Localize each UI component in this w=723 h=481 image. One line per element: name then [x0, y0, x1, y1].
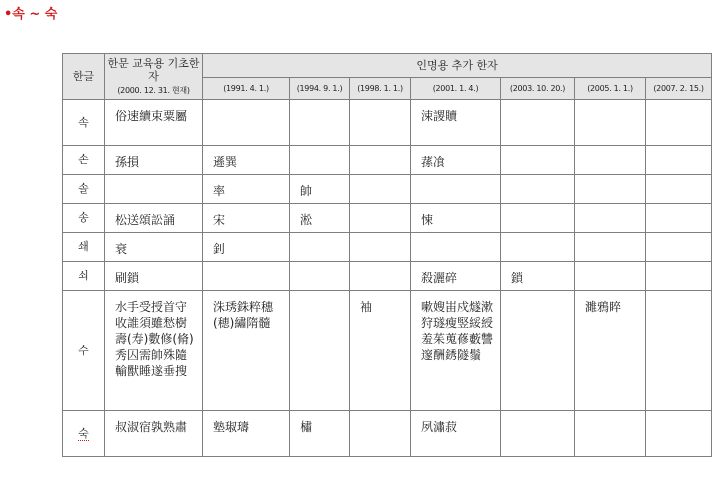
header-basic [105, 54, 203, 100]
table-row [63, 100, 712, 146]
hanja-cell [411, 175, 501, 204]
header-date: (2005. 1. 1.) [575, 78, 646, 100]
syllable-cell: 속 [63, 100, 105, 146]
hanja-cell [575, 175, 646, 204]
header-date: (2003. 10. 20.) [501, 78, 575, 100]
hanja-cell: 濉鴉睟 [575, 291, 646, 411]
hanja-cell [501, 100, 575, 146]
hanja-cell: 洙琇銖粹穗(穂)繡隋髓 [203, 291, 290, 411]
hanja-cell [575, 262, 646, 291]
hanja-cell: 袖 [350, 291, 411, 411]
table-row [63, 204, 712, 233]
hanja-cell [411, 233, 501, 262]
hanja-cell: 淞 [290, 204, 350, 233]
table-row [63, 175, 712, 204]
table-row [63, 146, 712, 175]
hanja-cell: 悚 [411, 204, 501, 233]
hanja-cell [646, 233, 712, 262]
hanja-cell [290, 233, 350, 262]
header-added: 인명용 추가 한자 [203, 54, 712, 78]
hanja-cell [646, 146, 712, 175]
header-date: (1991. 4. 1.) [203, 78, 290, 100]
syllable-cell [63, 411, 105, 457]
table-row [63, 233, 712, 262]
hanja-cell: 率 [203, 175, 290, 204]
hanja-cell [501, 146, 575, 175]
hanja-cell: 塾琡璹 [203, 411, 290, 457]
hanja-cell [350, 204, 411, 233]
table-row [63, 411, 712, 457]
basic-cell: 孫損 [105, 146, 203, 175]
hanja-cell [575, 146, 646, 175]
hanja-cell [646, 291, 712, 411]
hanja-cell [350, 100, 411, 146]
hanja-cell: 釗 [203, 233, 290, 262]
header-date: (1994. 9. 1.) [290, 78, 350, 100]
hanja-cell: 殺灑碎 [411, 262, 501, 291]
basic-cell: 刷鎖 [105, 262, 203, 291]
hanja-cell [575, 100, 646, 146]
hanja-cell [203, 100, 290, 146]
hanja-cell: 鎖 [501, 262, 575, 291]
hanja-cell: 嗽嫂峀戍燧漱狩璲瘦竪綏綬羞茱蒐蓚藪讐邃酬銹隧鬚 [411, 291, 501, 411]
hanja-cell [646, 175, 712, 204]
hanja-cell [350, 175, 411, 204]
basic-cell [105, 175, 203, 204]
hanja-cell: 夙潚菽 [411, 411, 501, 457]
hanja-cell: 涑謖贖 [411, 100, 501, 146]
header-hangul: 한글 [63, 54, 105, 100]
hanja-cell [290, 262, 350, 291]
hanja-cell: 宋 [203, 204, 290, 233]
hanja-cell: 橚 [290, 411, 350, 457]
hanja-cell [290, 100, 350, 146]
page-heading: •속 ~ 숙 [4, 7, 58, 22]
hanja-cell [290, 146, 350, 175]
header-basic-title: 한문 교육용 기초한자 [107, 56, 200, 83]
hanja-cell [646, 411, 712, 457]
hanja-cell [290, 291, 350, 411]
hanja-cell [350, 233, 411, 262]
basic-cell: 叔淑宿孰熟肅 [105, 411, 203, 457]
hanja-cell [501, 291, 575, 411]
hanja-cell [350, 262, 411, 291]
hanja-cell: 蓀飡 [411, 146, 501, 175]
hanja-cell [575, 204, 646, 233]
hanja-cell [350, 146, 411, 175]
basic-cell: 俗速續束粟屬 [105, 100, 203, 146]
syllable-cell: 솔 [63, 175, 105, 204]
hanja-cell [501, 175, 575, 204]
hanja-cell [646, 204, 712, 233]
basic-cell: 水手受授首守收誰須雖愁樹壽(寿)數修(脩)秀囚需帥殊隨輸獸睡遂垂搜 [105, 291, 203, 411]
hanja-cell [501, 411, 575, 457]
syllable-cell: 송 [63, 204, 105, 233]
syllable-cell: 쇄 [63, 233, 105, 262]
hanja-cell [501, 233, 575, 262]
syllable-cell: 손 [63, 146, 105, 175]
syllable-cell: 쇠 [63, 262, 105, 291]
hanja-cell [575, 411, 646, 457]
hanja-cell: 帥 [290, 175, 350, 204]
hanja-cell [646, 262, 712, 291]
header-date: (1998. 1. 1.) [350, 78, 411, 100]
basic-cell: 松送頌訟誦 [105, 204, 203, 233]
header-date: (2007. 2. 15.) [646, 78, 712, 100]
syllable-text: 숙 [78, 426, 89, 440]
header-basic-date: (2000. 12. 31. 현재) [117, 85, 190, 95]
hanja-cell [203, 262, 290, 291]
hanja-cell: 遜巽 [203, 146, 290, 175]
table-row [63, 262, 712, 291]
hanja-table [62, 53, 712, 457]
syllable-cell: 수 [63, 291, 105, 411]
hanja-cell [575, 233, 646, 262]
table-row [63, 291, 712, 411]
basic-cell: 衰 [105, 233, 203, 262]
hanja-cell [646, 100, 712, 146]
header-date: (2001. 1. 4.) [411, 78, 501, 100]
hanja-cell [350, 411, 411, 457]
hanja-cell [501, 204, 575, 233]
